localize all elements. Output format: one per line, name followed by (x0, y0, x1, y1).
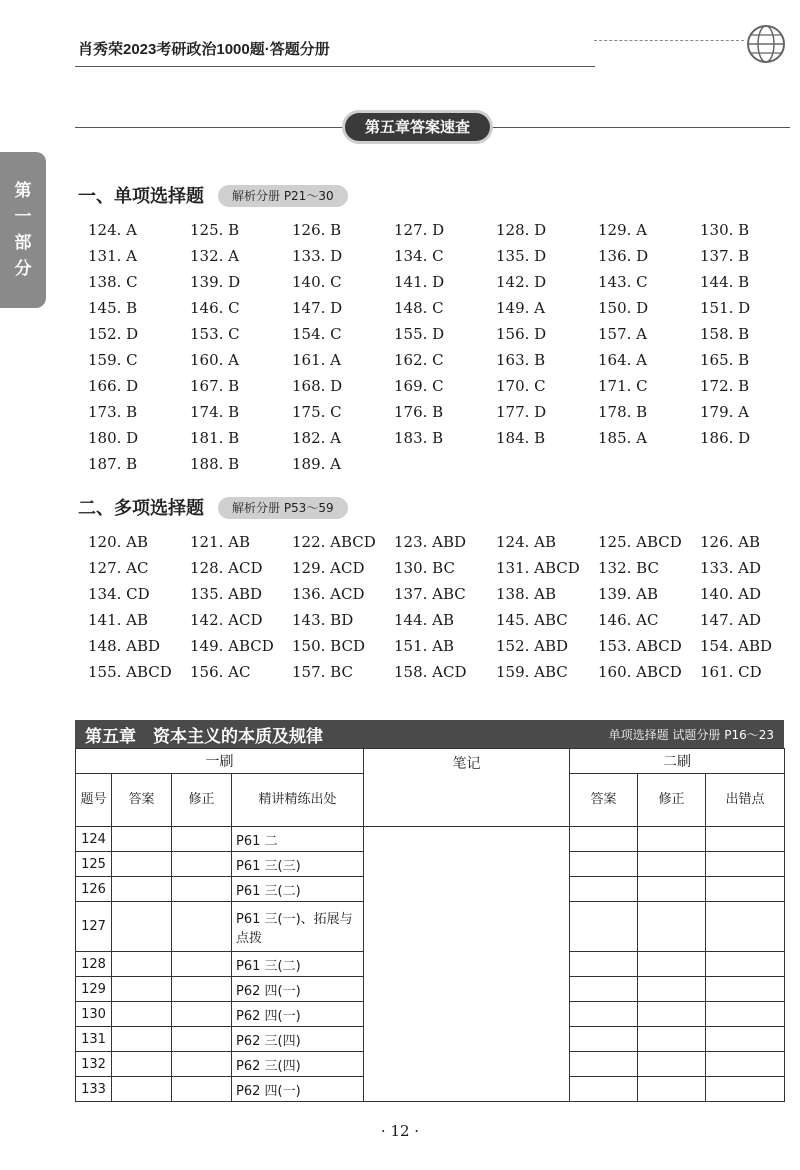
fix-cell[interactable] (172, 902, 232, 952)
multi-ref-pill: 解析分册 P53～59 (218, 497, 348, 519)
answer-item: 153. C (190, 325, 240, 343)
answer-item: 170. C (496, 377, 546, 395)
answer-item: 162. C (394, 351, 444, 369)
answer2-cell[interactable] (570, 952, 638, 977)
single-answer-grid (88, 221, 800, 481)
answer-item: 150. D (598, 299, 649, 317)
answer-item: 157. BC (292, 663, 353, 681)
review-grid (75, 748, 785, 1102)
answer-item: 178. B (598, 403, 648, 421)
fix-cell[interactable] (172, 1052, 232, 1077)
answer-item: 125. ABCD (598, 533, 682, 551)
part-side-tab (0, 152, 46, 308)
source-cell: P62 三(四) (232, 1027, 364, 1052)
col-answer-2: 答案 (570, 774, 638, 827)
fix-cell[interactable] (172, 1002, 232, 1027)
answer-item: 123. ABD (394, 533, 467, 551)
answer2-cell[interactable] (570, 1077, 638, 1102)
answer2-cell[interactable] (570, 977, 638, 1002)
answer-cell[interactable] (112, 1077, 172, 1102)
answer-item: 140. C (292, 273, 342, 291)
answer-item: 154. C (292, 325, 342, 343)
row-number: 124 (76, 827, 112, 852)
fix2-cell[interactable] (638, 977, 706, 1002)
fix2-cell[interactable] (638, 902, 706, 952)
answer-cell[interactable] (112, 852, 172, 877)
answer-item: 153. ABCD (598, 637, 682, 655)
answer-item: 151. AB (394, 637, 455, 655)
answer-item: 167. B (190, 377, 240, 395)
answer-item: 134. CD (88, 585, 150, 603)
answer-item: 172. B (700, 377, 750, 395)
source-cell: P61 三(二) (232, 877, 364, 902)
answer-item: 155. ABCD (88, 663, 172, 681)
answer-item: 144. B (700, 273, 750, 291)
answer-item: 125. B (190, 221, 240, 239)
side-tab-char: 一 (14, 207, 32, 227)
answer-item: 128. ACD (190, 559, 263, 577)
fix2-cell[interactable] (638, 1002, 706, 1027)
answer-item: 187. B (88, 455, 138, 473)
error-cell[interactable] (706, 902, 785, 952)
source-cell: P62 四(一) (232, 1002, 364, 1027)
single-ref-pill: 解析分册 P21～30 (218, 185, 348, 207)
notes-cell[interactable] (364, 827, 570, 1102)
answer-item: 151. D (700, 299, 751, 317)
answer-item: 128. D (496, 221, 547, 239)
answer-item: 124. AB (496, 533, 557, 551)
header-divider (75, 66, 595, 67)
answer-item: 143. BD (292, 611, 354, 629)
answer-item: 135. D (496, 247, 547, 265)
row-number: 132 (76, 1052, 112, 1077)
answer-item: 120. AB (88, 533, 149, 551)
answer-item: 161. CD (700, 663, 762, 681)
side-tab-char: 第 (14, 181, 32, 201)
running-header: 肖秀荣2023考研政治1000题·答题分册 (78, 41, 330, 58)
row-number: 127 (76, 902, 112, 952)
answer-item: 138. C (88, 273, 138, 291)
answer-item: 149. ABCD (190, 637, 274, 655)
error-cell[interactable] (706, 852, 785, 877)
answer-item: 127. AC (88, 559, 149, 577)
answer2-cell[interactable] (570, 1052, 638, 1077)
answer-item: 152. D (88, 325, 139, 343)
answer-item: 174. B (190, 403, 240, 421)
answer-item: 154. ABD (700, 637, 773, 655)
first-pass-header: 一刷 (76, 749, 364, 774)
side-tab-char: 分 (14, 259, 32, 279)
answer-cell[interactable] (112, 877, 172, 902)
answer-item: 142. D (496, 273, 547, 291)
answer-item: 159. C (88, 351, 138, 369)
answer-item: 156. D (496, 325, 547, 343)
fix2-cell[interactable] (638, 952, 706, 977)
notes-header: 笔记 (364, 749, 570, 827)
error-cell[interactable] (706, 1077, 785, 1102)
answer2-cell[interactable] (570, 1027, 638, 1052)
answer-item: 185. A (598, 429, 647, 447)
answer-item: 138. AB (496, 585, 557, 603)
answer-item: 132. BC (598, 559, 659, 577)
answer-item: 175. C (292, 403, 342, 421)
answer-item: 122. ABCD (292, 533, 376, 551)
answer-item: 147. AD (700, 611, 762, 629)
chapter-title-badge: 第五章答案速查 (345, 113, 490, 141)
answer-item: 131. ABCD (496, 559, 580, 577)
table-title-bar (75, 720, 784, 748)
source-cell: P61 三(二) (232, 952, 364, 977)
answer-item: 152. ABD (496, 637, 569, 655)
single-heading-text: 一、单项选择题 (78, 186, 204, 207)
page-number: · 12 · (380, 1122, 420, 1140)
answer-item: 146. C (190, 299, 240, 317)
answer-item: 158. ACD (394, 663, 467, 681)
answer-item: 189. A (292, 455, 341, 473)
answer-item: 130. BC (394, 559, 455, 577)
table-row (76, 827, 785, 852)
answer-item: 136. ACD (292, 585, 365, 603)
answer-item: 129. ACD (292, 559, 365, 577)
fix-cell[interactable] (172, 952, 232, 977)
col-num: 题号 (76, 774, 112, 827)
fix2-cell[interactable] (638, 877, 706, 902)
fix-cell[interactable] (172, 977, 232, 1002)
table-title: 第五章 资本主义的本质及规律 (85, 726, 323, 747)
answer-item: 160. ABCD (598, 663, 682, 681)
answer-item: 136. D (598, 247, 649, 265)
answer-item: 159. ABC (496, 663, 568, 681)
answer-item: 188. B (190, 455, 240, 473)
answer2-cell[interactable] (570, 877, 638, 902)
answer-item: 168. D (292, 377, 343, 395)
col-error: 出错点 (706, 774, 785, 827)
answer-item: 130. B (700, 221, 750, 239)
answer-item: 156. AC (190, 663, 251, 681)
side-tab-char: 部 (14, 233, 32, 253)
error-cell[interactable] (706, 977, 785, 1002)
col-fix-2: 修正 (638, 774, 706, 827)
error-cell[interactable] (706, 877, 785, 902)
answer-item: 139. D (190, 273, 241, 291)
answer-item: 141. D (394, 273, 445, 291)
answer-item: 129. A (598, 221, 647, 239)
header-dashed-line (594, 40, 744, 69)
answer-item: 148. ABD (88, 637, 161, 655)
answer-item: 126. B (292, 221, 342, 239)
answer2-cell[interactable] (570, 852, 638, 877)
source-cell: P61 二 (232, 827, 364, 852)
answer2-cell[interactable] (570, 827, 638, 852)
row-number: 125 (76, 852, 112, 877)
answer-item: 121. AB (190, 533, 251, 551)
answer-item: 131. A (88, 247, 137, 265)
fix2-cell[interactable] (638, 852, 706, 877)
answer-item: 173. B (88, 403, 138, 421)
error-cell[interactable] (706, 952, 785, 977)
answer-item: 142. ACD (190, 611, 263, 629)
row-number: 129 (76, 977, 112, 1002)
multi-answer-grid (88, 533, 800, 689)
answer-item: 150. BCD (292, 637, 365, 655)
answer-item: 140. AD (700, 585, 762, 603)
answer-cell[interactable] (112, 1027, 172, 1052)
error-cell[interactable] (706, 827, 785, 852)
answer-cell[interactable] (112, 1002, 172, 1027)
answer-cell[interactable] (112, 977, 172, 1002)
answer-item: 169. C (394, 377, 444, 395)
answer-cell[interactable] (112, 827, 172, 852)
col-answer: 答案 (112, 774, 172, 827)
answer-item: 139. AB (598, 585, 659, 603)
answer-item: 160. A (190, 351, 239, 369)
fix-cell[interactable] (172, 1027, 232, 1052)
answer-item: 166. D (88, 377, 139, 395)
answer-item: 155. D (394, 325, 445, 343)
source-cell: P61 三(三) (232, 852, 364, 877)
review-table (75, 720, 784, 1102)
error-cell[interactable] (706, 1002, 785, 1027)
answer-item: 137. ABC (394, 585, 466, 603)
answer-item: 146. AC (598, 611, 659, 629)
answer-item: 137. B (700, 247, 750, 265)
answer-cell[interactable] (112, 902, 172, 952)
fix2-cell[interactable] (638, 1052, 706, 1077)
source-cell: P61 三(一)、拓展与点拨 (232, 902, 364, 952)
answer-item: 171. C (598, 377, 648, 395)
answer-item: 182. A (292, 429, 341, 447)
multi-choice-heading (78, 494, 348, 520)
second-pass-header: 二刷 (570, 749, 785, 774)
answer-item: 165. B (700, 351, 750, 369)
answer-item: 157. A (598, 325, 647, 343)
globe-icon (744, 22, 788, 66)
row-number: 131 (76, 1027, 112, 1052)
answer-item: 184. B (496, 429, 546, 447)
row-number: 128 (76, 952, 112, 977)
source-cell: P62 三(四) (232, 1052, 364, 1077)
fix2-cell[interactable] (638, 1077, 706, 1102)
error-cell[interactable] (706, 1052, 785, 1077)
table-body (76, 827, 785, 1102)
answer-item: 134. C (394, 247, 444, 265)
answer-item: 176. B (394, 403, 444, 421)
fix-cell[interactable] (172, 1077, 232, 1102)
fix2-cell[interactable] (638, 1027, 706, 1052)
answer-item: 126. AB (700, 533, 761, 551)
multi-heading-text: 二、多项选择题 (78, 498, 204, 519)
fix2-cell[interactable] (638, 827, 706, 852)
answer-item: 148. C (394, 299, 444, 317)
answer-item: 135. ABD (190, 585, 263, 603)
answer-item: 163. B (496, 351, 546, 369)
error-cell[interactable] (706, 1027, 785, 1052)
answer-item: 124. A (88, 221, 137, 239)
fix-cell[interactable] (172, 852, 232, 877)
fix-cell[interactable] (172, 827, 232, 852)
answer-item: 144. AB (394, 611, 455, 629)
answer-cell[interactable] (112, 1052, 172, 1077)
answer-item: 179. A (700, 403, 749, 421)
row-number: 130 (76, 1002, 112, 1027)
answer-item: 149. A (496, 299, 545, 317)
answer-item: 127. D (394, 221, 445, 239)
answer-item: 133. AD (700, 559, 762, 577)
table-ref: 单项选择题 试题分册 P16～23 (608, 727, 774, 742)
single-choice-heading (78, 182, 348, 208)
answer-item: 133. D (292, 247, 343, 265)
answer-item: 141. AB (88, 611, 149, 629)
answer-item: 158. B (700, 325, 750, 343)
fix-cell[interactable] (172, 877, 232, 902)
answer-item: 186. D (700, 429, 751, 447)
source-cell: P62 四(一) (232, 977, 364, 1002)
answer-item: 161. A (292, 351, 341, 369)
col-fix: 修正 (172, 774, 232, 827)
col-source: 精讲精练出处 (232, 774, 364, 827)
answer-item: 180. D (88, 429, 139, 447)
source-cell: P62 四(一) (232, 1077, 364, 1102)
answer-item: 147. D (292, 299, 343, 317)
row-number: 133 (76, 1077, 112, 1102)
answer2-cell[interactable] (570, 902, 638, 952)
answer2-cell[interactable] (570, 1002, 638, 1027)
answer-item: 183. B (394, 429, 444, 447)
answer-item: 181. B (190, 429, 240, 447)
answer-item: 132. A (190, 247, 239, 265)
answer-item: 145. B (88, 299, 138, 317)
answer-cell[interactable] (112, 952, 172, 977)
answer-item: 177. D (496, 403, 547, 421)
answer-item: 143. C (598, 273, 648, 291)
answer-item: 145. ABC (496, 611, 568, 629)
row-number: 126 (76, 877, 112, 902)
answer-item: 164. A (598, 351, 647, 369)
